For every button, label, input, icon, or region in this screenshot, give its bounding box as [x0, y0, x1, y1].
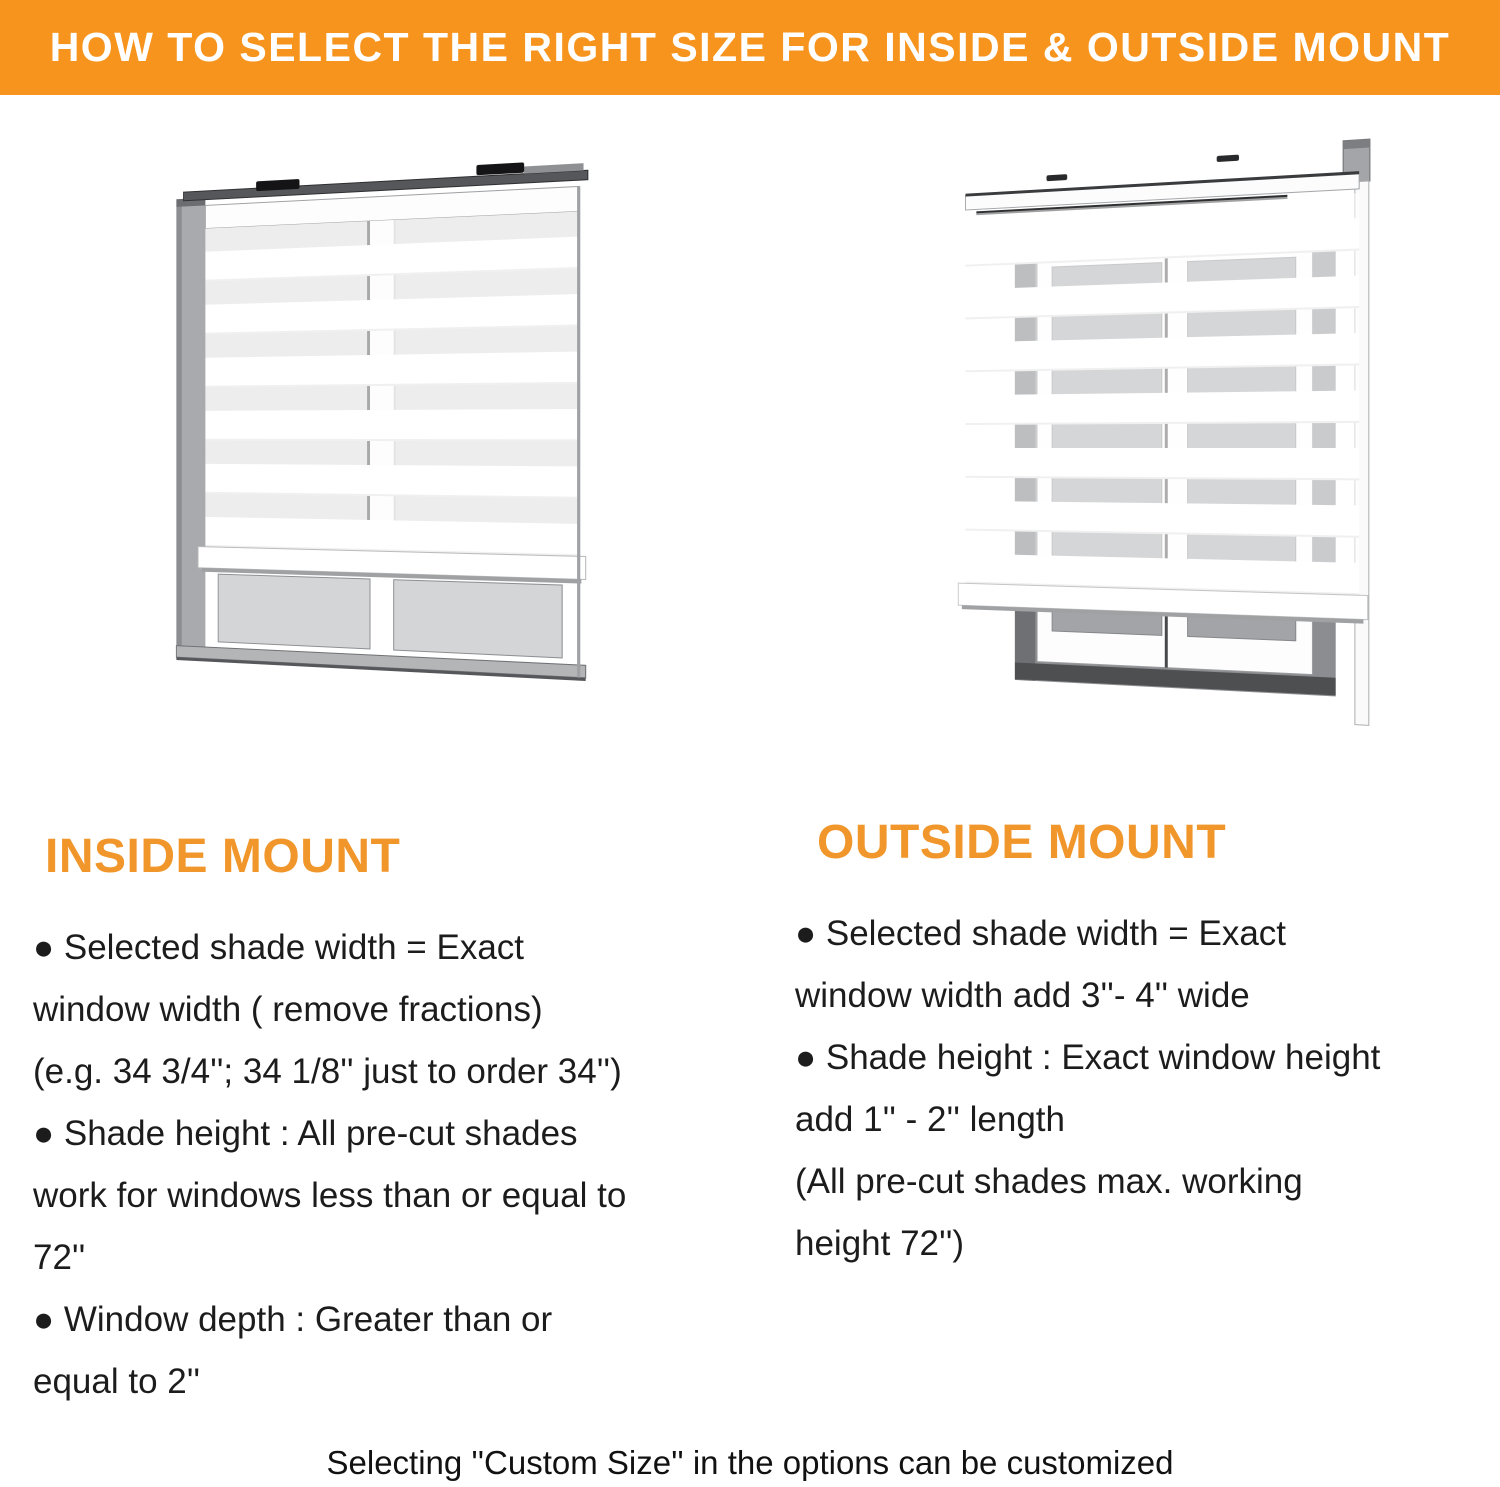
inside-mount-heading: INSIDE MOUNT	[45, 830, 401, 883]
glass-pane	[394, 580, 562, 658]
content-columns	[0, 95, 1500, 1413]
outside-mount-heading: OUTSIDE MOUNT	[817, 816, 1227, 869]
text-line: 72''	[33, 1238, 86, 1277]
inside-mount-window-illustration	[160, 141, 603, 724]
text-line: (All pre-cut shades max. working	[795, 1162, 1303, 1201]
text-line: add 1'' - 2'' length	[795, 1100, 1065, 1139]
text-line: window width ( remove fractions)	[33, 990, 543, 1029]
text-line: ● Selected shade width = Exact	[33, 928, 525, 967]
page-title: HOW TO SELECT THE RIGHT SIZE FOR INSIDE & OUTSIDE MOUNT	[49, 24, 1451, 70]
inside-mount-section	[0, 95, 750, 1413]
text-line: window width add 3''- 4'' wide	[795, 976, 1250, 1015]
text-line: (e.g. 34 3/4''; 34 1/8'' just to order 34'')	[33, 1052, 622, 1091]
title-banner	[0, 0, 1500, 95]
inside-mount-illustration-area	[0, 155, 750, 827]
text-line: ● Shade height : All pre-cut shades	[33, 1114, 578, 1153]
footer-note: Selecting ''Custom Size'' in the options can be customized	[326, 1444, 1174, 1481]
text-line: height 72'')	[795, 1224, 965, 1263]
text-line: ● Window depth : Greater than or	[33, 1300, 553, 1339]
outside-mount-illustration-area	[750, 141, 1500, 813]
footer	[0, 1444, 1500, 1482]
wall-screw	[1217, 155, 1239, 162]
text-line: ● Selected shade width = Exact	[795, 914, 1287, 953]
wall-screw	[1046, 174, 1067, 181]
outside-mount-section	[750, 95, 1500, 1413]
inside-mount-bullets	[0, 917, 750, 1413]
mounting-bracket	[476, 162, 524, 175]
outside-mount-bullets	[750, 903, 1500, 1275]
glass-pane	[218, 574, 370, 649]
outside-mount-window-illustration	[919, 124, 1411, 773]
text-line: equal to 2''	[33, 1362, 201, 1401]
text-line: work for windows less than or equal to	[33, 1176, 627, 1215]
text-line: ● Shade height : Exact window height	[795, 1038, 1381, 1077]
